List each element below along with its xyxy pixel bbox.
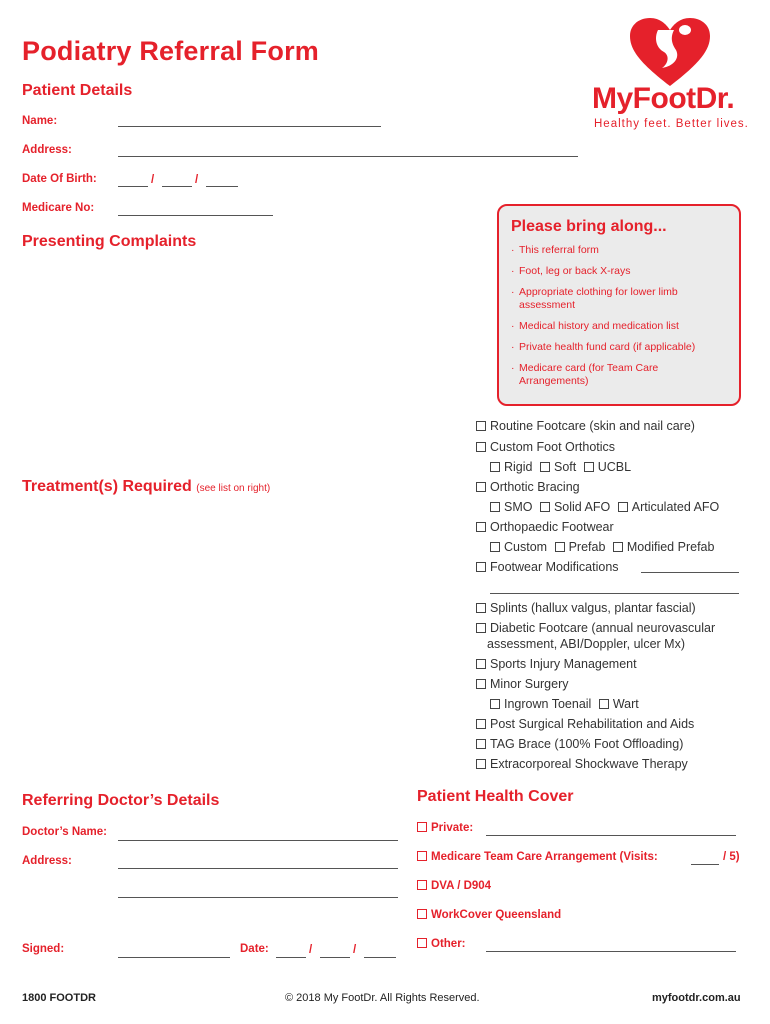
checkbox[interactable] bbox=[584, 462, 594, 472]
footwear-mod-field[interactable] bbox=[641, 572, 739, 573]
dob-separator: / bbox=[195, 174, 199, 186]
dob-separator: / bbox=[151, 174, 155, 186]
signed-label: Signed: bbox=[22, 943, 65, 955]
date-label: Date: bbox=[240, 943, 269, 955]
checkbox[interactable] bbox=[476, 759, 486, 769]
treatments-title: Treatment(s) Required bbox=[22, 478, 192, 495]
list-item: · Medical history and medication list bbox=[511, 320, 727, 333]
checkbox[interactable] bbox=[490, 542, 500, 552]
date-day-field[interactable] bbox=[276, 957, 306, 958]
address-label: Address: bbox=[22, 144, 72, 156]
date-separator: / bbox=[309, 944, 313, 956]
treatment-option[interactable]: Extracorporeal Shockwave Therapy bbox=[476, 757, 688, 771]
checkbox[interactable] bbox=[476, 623, 486, 633]
checkbox[interactable] bbox=[490, 699, 500, 709]
medicare-field[interactable] bbox=[118, 215, 273, 216]
footer-phone: 1800 FOOTDR bbox=[22, 992, 96, 1004]
treatment-suboptions: Custom Prefab Modified Prefab bbox=[490, 540, 714, 554]
checkbox[interactable] bbox=[476, 421, 486, 431]
treatment-option[interactable]: Custom Foot Orthotics bbox=[476, 440, 615, 454]
address-field[interactable] bbox=[118, 156, 578, 157]
cover-medicare[interactable]: Medicare Team Care Arrangement (Visits: bbox=[417, 851, 658, 863]
list-item: · Appropriate clothing for lower limb assessment bbox=[511, 286, 727, 312]
signature-field[interactable] bbox=[118, 957, 230, 958]
treatment-suboptions: Rigid Soft UCBL bbox=[490, 460, 631, 474]
list-item: · Foot, leg or back X-rays bbox=[511, 265, 727, 278]
checkbox[interactable] bbox=[476, 603, 486, 613]
checkbox[interactable] bbox=[599, 699, 609, 709]
checkbox[interactable] bbox=[476, 739, 486, 749]
list-item: · This referral form bbox=[511, 244, 727, 257]
medicare-label: Medicare No: bbox=[22, 202, 95, 214]
treatment-option[interactable]: Orthotic Bracing bbox=[476, 480, 580, 494]
checkbox[interactable] bbox=[555, 542, 565, 552]
footer-copyright: © 2018 My FootDr. All Rights Reserved. bbox=[285, 992, 480, 1004]
checkbox[interactable] bbox=[476, 719, 486, 729]
bring-along-list bbox=[511, 244, 727, 388]
checkbox[interactable] bbox=[476, 562, 486, 572]
treatment-option[interactable]: Splints (hallux valgus, plantar fascial) bbox=[476, 601, 696, 615]
date-month-field[interactable] bbox=[320, 957, 350, 958]
patient-details-heading: Patient Details bbox=[22, 82, 133, 99]
checkbox[interactable] bbox=[490, 502, 500, 512]
checkbox[interactable] bbox=[417, 822, 427, 832]
treatment-suboptions: SMO Solid AFO Articulated AFO bbox=[490, 500, 719, 514]
checkbox[interactable] bbox=[417, 880, 427, 890]
checkbox[interactable] bbox=[476, 522, 486, 532]
health-cover-heading: Patient Health Cover bbox=[417, 788, 574, 805]
cover-other[interactable]: Other: bbox=[417, 938, 466, 950]
treatment-suboptions: Ingrown Toenail Wart bbox=[490, 697, 639, 711]
heart-foot-icon bbox=[630, 18, 710, 88]
checkbox[interactable] bbox=[417, 851, 427, 861]
treatment-option[interactable]: TAG Brace (100% Foot Offloading) bbox=[476, 737, 683, 751]
treatment-option[interactable]: Footwear Modifications bbox=[476, 560, 619, 574]
checkbox[interactable] bbox=[417, 938, 427, 948]
treatments-note: (see list on right) bbox=[196, 483, 271, 494]
checkbox[interactable] bbox=[613, 542, 623, 552]
checkbox[interactable] bbox=[476, 482, 486, 492]
page-title: Podiatry Referral Form bbox=[22, 36, 319, 66]
cover-dva[interactable]: DVA / D904 bbox=[417, 880, 491, 892]
private-field[interactable] bbox=[486, 835, 736, 836]
name-field[interactable] bbox=[118, 126, 381, 127]
dob-year-field[interactable] bbox=[206, 186, 238, 187]
date-year-field[interactable] bbox=[364, 957, 396, 958]
treatment-option[interactable]: Orthopaedic Footwear bbox=[476, 520, 614, 534]
dob-label: Date Of Birth: bbox=[22, 173, 97, 185]
doctor-address-label: Address: bbox=[22, 855, 72, 867]
name-label: Name: bbox=[22, 115, 58, 127]
treatment-option[interactable]: Routine Footcare (skin and nail care) bbox=[476, 419, 695, 433]
dob-day-field[interactable] bbox=[118, 186, 148, 187]
footer-website: myfootdr.com.au bbox=[652, 992, 741, 1004]
checkbox[interactable] bbox=[540, 502, 550, 512]
list-item: · Private health fund card (if applicable) bbox=[511, 341, 727, 354]
treatments-heading bbox=[22, 478, 270, 496]
logo bbox=[592, 18, 752, 138]
presenting-complaints-heading: Presenting Complaints bbox=[22, 233, 197, 250]
checkbox[interactable] bbox=[490, 462, 500, 472]
treatment-option[interactable]: Post Surgical Rehabilitation and Aids bbox=[476, 717, 694, 731]
doctor-address-field-2[interactable] bbox=[118, 897, 398, 898]
list-item: · Medicare card (for Team Care Arrangements) bbox=[511, 362, 727, 388]
dob-month-field[interactable] bbox=[162, 186, 192, 187]
cover-private[interactable]: Private: bbox=[417, 822, 473, 834]
bring-along-box bbox=[497, 204, 741, 406]
treatment-option[interactable]: Diabetic Footcare (annual neurovascular bbox=[476, 621, 715, 635]
bring-along-title: Please bring along... bbox=[511, 218, 667, 235]
visits-field[interactable] bbox=[691, 864, 719, 865]
cover-medicare-end: / 5) bbox=[723, 851, 740, 863]
checkbox[interactable] bbox=[417, 909, 427, 919]
treatment-option-cont: assessment, ABI/Doppler, ulcer Mx) bbox=[487, 637, 685, 651]
treatment-option[interactable]: Sports Injury Management bbox=[476, 657, 637, 671]
logo-text: MyFootDr. bbox=[592, 82, 735, 115]
footwear-mod-field-2[interactable] bbox=[490, 593, 739, 594]
cover-workcover[interactable]: WorkCover Queensland bbox=[417, 909, 561, 921]
doctor-address-field[interactable] bbox=[118, 868, 398, 869]
doctor-name-label: Doctor’s Name: bbox=[22, 826, 107, 838]
checkbox[interactable] bbox=[476, 659, 486, 669]
doctor-name-field[interactable] bbox=[118, 840, 398, 841]
checkbox[interactable] bbox=[476, 442, 486, 452]
referring-doctor-heading: Referring Doctor’s Details bbox=[22, 792, 220, 809]
logo-tagline: Healthy feet. Better lives. bbox=[594, 118, 749, 130]
other-field[interactable] bbox=[486, 951, 736, 952]
checkbox[interactable] bbox=[618, 502, 628, 512]
date-separator: / bbox=[353, 944, 357, 956]
treatment-option[interactable]: Minor Surgery bbox=[476, 677, 569, 691]
checkbox[interactable] bbox=[476, 679, 486, 689]
checkbox[interactable] bbox=[540, 462, 550, 472]
